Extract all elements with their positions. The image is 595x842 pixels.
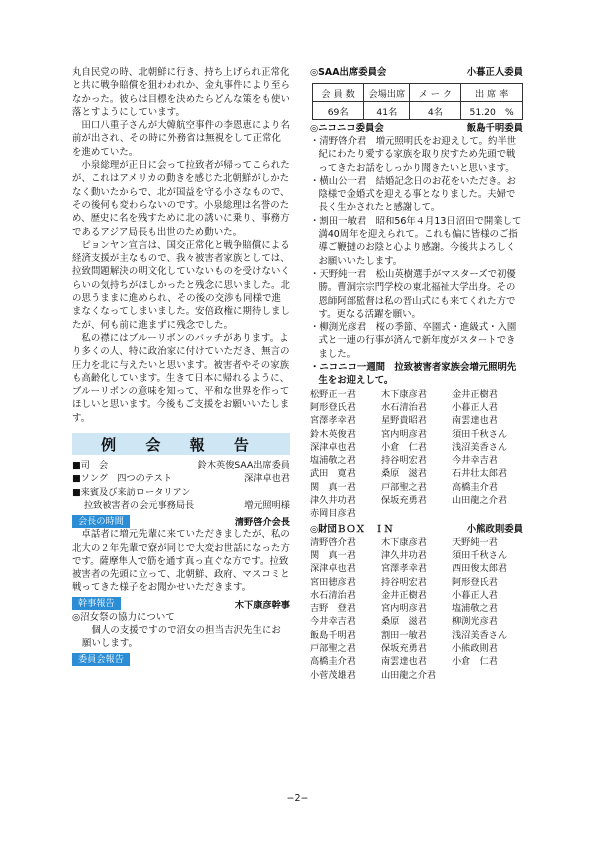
member-name: 木下康彦君	[381, 536, 427, 548]
guest-name: 増元照明様	[244, 499, 290, 511]
attendance-table	[312, 83, 523, 120]
secretary-item: ◎沼女祭の協力について	[72, 611, 175, 623]
name-row	[310, 629, 523, 642]
member-name: 水石清治君	[381, 401, 427, 413]
report-row	[72, 472, 290, 485]
guest-row	[72, 499, 290, 512]
member-name: 戸部聖之君	[310, 642, 356, 654]
name-row	[310, 494, 523, 507]
box-person: 小熊政則委員	[466, 523, 523, 535]
member-name: 赤岡目彦君	[310, 508, 356, 520]
member-name: 山田龍之介君	[452, 495, 508, 507]
attendance-value-row	[313, 102, 523, 120]
member-name: 阿形登氏君	[452, 576, 498, 588]
report-row	[72, 486, 290, 499]
member-name: 金井正樹君	[381, 589, 427, 601]
niko-item: ・横山公一君 結婚記念日のお花をいただき。お陰様で金婚式を迎える事となりました。夫婦で長く生かされたと感謝して。	[310, 175, 516, 214]
member-name: 星野貴昭君	[381, 415, 427, 427]
saa-person: 小暮正人委員	[466, 67, 523, 78]
member-name: 浅沼美香さん	[452, 629, 508, 641]
member-name: 須田千秋さん	[452, 549, 508, 561]
president-text: 卓話者に増元先輩に来ていただきましたが、私の北大の２年先輩で寮が同じで大変お世話になった方です。薩摩隼人で筋を通す真っ直ぐな方です。拉致被害者の先頭に立って、北朝鮮、政府、マスコミと戦ってきた様子をお聞かせいただきます。	[72, 529, 290, 594]
name-row	[310, 655, 523, 668]
member-name: 宮田徳彦君	[310, 576, 356, 588]
name-row	[310, 536, 523, 549]
committee-header	[72, 653, 290, 667]
member-name: 保坂充勇君	[381, 495, 427, 507]
member-name: 小倉 仁君	[381, 441, 427, 453]
name-row	[310, 562, 523, 575]
name-row	[310, 507, 523, 520]
name-row	[310, 615, 523, 628]
member-name: 高橋圭介君	[310, 656, 356, 668]
niko-week-head: ・ニコニコ一週間 拉致被害者家族会増元照明先生をお迎えして。	[310, 362, 517, 387]
member-name: 今井幸吉君	[310, 616, 356, 628]
report-row-label: ■司 会	[72, 460, 109, 472]
member-name: 塩浦敬之君	[452, 603, 498, 615]
name-row	[310, 401, 523, 414]
attendance-value: 41名	[364, 102, 410, 120]
member-name	[452, 507, 523, 520]
member-name: 小暮正人君	[452, 401, 498, 413]
niko-item: ・割田一敏君 昭和56年４月13日沼田で開業して満40周年を迎えられて。これも偏に皆様のご指導ご鞭撻のお陰と心より感謝。今後共よろしくお願いいたします。	[310, 215, 522, 267]
member-name: 小熊政則君	[452, 642, 498, 654]
name-row	[310, 414, 523, 427]
attendance-header-row	[313, 84, 523, 102]
member-name: 関 真一君	[310, 549, 356, 561]
report-row	[72, 459, 290, 472]
member-name: 水石清治君	[310, 589, 356, 601]
attendance-header: メ ー ク	[410, 84, 461, 102]
member-name: 吉野 登君	[310, 603, 356, 615]
report-row-value: 鈴木英俊SAA出席委員	[197, 460, 290, 472]
member-name: 保坂充勇君	[381, 642, 427, 654]
member-name: 宮内明彦君	[381, 428, 427, 440]
name-row	[310, 589, 523, 602]
member-name: 戸部聖之君	[381, 481, 427, 493]
member-name: 関 真一君	[310, 481, 356, 493]
niko-name-list	[310, 388, 523, 521]
secretary-text: 個人の支援ですので沼女の担当吉沢先生にお願いします。	[82, 624, 281, 650]
member-name: 塩浦敬之君	[310, 455, 356, 467]
niko-header	[310, 122, 523, 135]
attendance-header: 出 席 率	[461, 84, 523, 102]
body-paragraph: 私の襟にはブルーリボンのバッチがあります。より多くの人、特に政治家に付けていただき、無言の圧力を北に与えたいと思います。被害者やその家族も高齢化しています。生きて日本に帰れるように、ブルーリボンの意味を知って、平和な世界を作ってほしいと思います。今後もご支援をお願いいたします。	[72, 332, 290, 424]
member-name: 武田 寛君	[310, 468, 356, 480]
member-name: 持谷明宏君	[381, 576, 427, 588]
name-row	[310, 481, 523, 494]
president-header	[72, 514, 290, 528]
attendance-header: 会場出席	[364, 84, 410, 102]
member-name: 山田龍之介君	[381, 669, 437, 681]
member-name: 浅沼美香さん	[452, 441, 508, 453]
name-row	[310, 467, 523, 480]
member-name: 松野正一君	[310, 388, 356, 400]
member-name: 深津卓也君	[310, 441, 356, 453]
body-paragraph: ピョンヤン宣言は、国交正常化と戦争賠償による経済支援が主なもので、我々被害者家族としては、拉致問題解決の明文化していないものを受けないくらいの気持ちがほしかったと残念に思いました。北の思うままに進められ、その後の交渉も同様で進まなくなってしまいました。安倍政権に期待しましたが、何も前に進まずに残念でした。	[72, 239, 290, 331]
niko-item: ・清野啓介君 増元照明氏をお迎えして。約半世紀にわたり愛する家族を取り戻すため先頭で戦ってきたお話をしっかり聞きたいと思います。	[310, 136, 517, 174]
attendance-value: 51.20 %	[461, 102, 523, 120]
member-name: 石井壮太郎君	[452, 468, 508, 480]
member-name: 南雲達也君	[381, 656, 427, 668]
attendance-header: 会 員 数	[313, 84, 364, 102]
niko-item: ・天野純一君 松山英樹選手がマスターズで初優勝。曹洞宗宗門学校の東北福祉大学出身。その恩師阿部監督は私の晋山式にも来てくれた方です。更なる活躍を願い。	[310, 268, 516, 320]
report-row-label: ■ソング 四つのテスト	[72, 473, 173, 485]
member-name: 深津卓也君	[310, 563, 356, 575]
member-name: 宮澤孝幸君	[381, 563, 427, 575]
member-name: 小暮正人君	[452, 589, 498, 601]
page-number: −2−	[286, 793, 309, 804]
left-column	[72, 66, 290, 667]
body-paragraph: 小泉総理が正日に会って拉致者が帰ってこられたが、これはアメリカの動きを感じた北朝鮮がしかたなく動いたからで、北が国益を守る小さなもので、その後何も変わらないのです。小泉総理は名誉のため、歴史に名を残すために北の誘いに乗り、事務方であるアジア局長も出世のため動いた。	[72, 160, 290, 238]
member-name: 天野純一君	[452, 536, 498, 548]
box-name-list	[310, 536, 523, 682]
name-row	[310, 602, 523, 615]
name-row	[310, 642, 523, 655]
member-name: 木下康彦君	[381, 388, 427, 400]
name-row	[310, 388, 523, 401]
report-row-label: ■来賓及び来訪ロータリアン	[72, 486, 191, 498]
report-title: 例 会 報 告	[72, 433, 290, 455]
guest-label: 拉致被害者の会元事務局長	[84, 499, 195, 511]
member-name: 阿形登氏君	[310, 401, 356, 413]
secretary-tag: 幹事報告	[72, 597, 121, 610]
member-name: 小倉 仁君	[452, 656, 498, 668]
member-name: 津久井功君	[310, 495, 356, 507]
niko-item: ・柳渕光彦君 桜の季節、卒園式・進級式・入園式と一連の行事が済んで新年度がスタートできました。	[310, 322, 517, 360]
member-name: 西田俊太郎君	[452, 563, 508, 575]
member-name	[452, 669, 523, 682]
saa-header	[310, 66, 523, 79]
committee-tag: 委員会報告	[72, 653, 130, 666]
member-name: 桑原 滋君	[381, 616, 427, 628]
member-name: 持谷明宏君	[381, 455, 427, 467]
niko-title: ◎ニコニコ委員会	[310, 123, 384, 134]
report-row-value: 深津卓也君	[244, 473, 290, 485]
member-name: 清野啓介君	[310, 536, 356, 548]
attendance-value: 4名	[410, 102, 461, 120]
member-name	[381, 507, 452, 520]
member-name: 桑原 滋君	[381, 468, 427, 480]
member-name: 今井幸吉君	[452, 455, 498, 467]
body-paragraph: 田口八重子さんが大韓航空事件の李恩恵により名前が出され、その時に外務省は無視をして正常化を進めていた。	[72, 120, 290, 158]
box-header	[310, 523, 523, 536]
right-column	[310, 66, 523, 682]
member-name: 飯島千明君	[310, 629, 356, 641]
member-name: 宮内明彦君	[381, 603, 427, 615]
body-paragraph: 丸自民党の時、北朝鮮に行き、持ち上げられ正常化と共に戦争賠償を狙わわれか、金丸事件により至らなかった。彼らは目標を決めたらどんな策をも使い落とすようにしています。	[72, 67, 290, 118]
member-name: 割田一敏君	[381, 629, 427, 641]
name-row	[310, 576, 523, 589]
name-row	[310, 669, 523, 682]
president-name: 清野啓介会長	[234, 517, 290, 529]
member-name: 津久井功君	[381, 549, 427, 561]
member-name: 須田千秋さん	[452, 428, 508, 440]
name-row	[310, 428, 523, 441]
president-tag: 会長の時間	[72, 515, 130, 528]
attendance-value: 69名	[313, 102, 364, 120]
secretary-name: 木下康彦幹事	[234, 599, 290, 611]
member-name: 金井正樹君	[452, 388, 498, 400]
niko-person: 飯島千明委員	[466, 123, 523, 134]
name-row	[310, 549, 523, 562]
member-name: 柳渕光彦君	[452, 616, 498, 628]
member-name: 高橋圭介君	[452, 481, 498, 493]
name-row	[310, 454, 523, 467]
member-name: 南雲達也君	[452, 415, 498, 427]
saa-title: ◎SAA出席委員会	[310, 67, 387, 78]
box-title: ◎財団ＢＯＸ ＩＮ	[310, 523, 394, 535]
member-name: 鈴木英俊君	[310, 428, 356, 440]
name-row	[310, 441, 523, 454]
member-name: 小菅茂雄君	[310, 669, 356, 681]
secretary-header	[72, 597, 290, 611]
member-name: 宮澤孝幸君	[310, 415, 356, 427]
